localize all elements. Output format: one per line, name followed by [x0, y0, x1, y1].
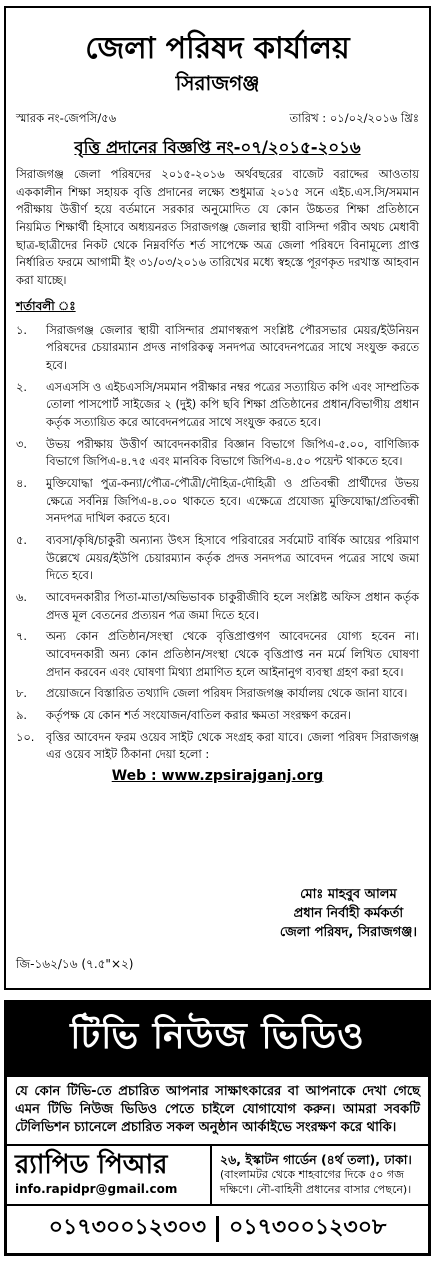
term-item [16, 589, 419, 624]
ad-title: টিভি নিউজ ভিডিও [7, 1003, 428, 1077]
company-block [7, 1146, 212, 1205]
stipend-notice [4, 6, 431, 990]
notice-date: তারিখ : ০১/০২/২০১৬ খ্রিঃ [289, 111, 419, 125]
term-item [16, 322, 419, 375]
address-line-1: ২৬, ইস্কাটন গার্ডেন (৪র্থ তলা), ঢাকা। [220, 1151, 412, 1167]
term-number: ১. [16, 322, 28, 337]
term-number: ৪. [16, 476, 28, 491]
term-number: ৩. [16, 436, 28, 451]
term-text: মুক্তিযোদ্ধা পুত্র-কন্যা/পৌত্র-পৌত্রী/দৌহিত্র-দৌহিত্রী ও প্রতিবন্ধী প্রার্থীদের উভয় ক্ষেত্রে সর্বনিম্ন জিপিএ-৪.০০ থাকতে হবে। এক্ষেত্রে প্রযোজ্য মুক্তিযোদ্ধা/প্রতিবন্ধী সনদপত্র দাখিল করতে হবে। [46, 476, 419, 526]
term-item [16, 729, 419, 764]
term-number: ১০. [16, 729, 35, 744]
term-text: কর্তৃপক্ষ যে কোন শর্ত সংযোজন/বাতিল করার ক্ষমতা সংরক্ষণ করেন। [46, 708, 351, 723]
term-text: ব্যবসা/কৃষি/চাকুরী অন্যান্য উৎস হিসাবে পরিবারের সর্বমোট বার্ষিক আয়ের পরিমাণ উল্লেখে মেয়র/ইউপি চেয়ারম্যান কর্তৃক প্রদত্ত সনদপত্র আবেদন পত্রের সাথে জমা দিতে হবে। [46, 533, 419, 583]
terms-title: শর্তাবলী ঃ [16, 298, 76, 313]
ad-reference: জি-১৬২/১৬ (৭.৫"×২) [16, 957, 134, 971]
term-number: ২. [16, 379, 28, 394]
ad-body: যে কোন টিভি-তে প্রচারিত আপনার সাক্ষাৎকারের বা আপনাকে দেখা গেছে এমন টিভি নিউজ ভিডিও পেতে চাইলে যোগাযোগ করুন। আমরা সবকটি টেলিভিশন চ্যানেলে প্রচারিত সকল অনুষ্ঠান আর্কাইভে সংরক্ষণ করে থাকি। [7, 1077, 428, 1146]
company-email[interactable]: info.rapidpr@gmail.com [15, 1181, 178, 1196]
term-item [16, 436, 419, 471]
signatory-name: মোঃ মাহবুব আলম [300, 887, 397, 902]
term-item [16, 475, 419, 528]
signature-block [280, 886, 417, 943]
signatory-title: প্রধান নির্বাহী কর্মকর্তা [293, 905, 404, 921]
phone-row [7, 1206, 428, 1253]
term-number: ৮. [16, 686, 28, 701]
term-item [16, 532, 419, 585]
term-text: প্রয়োজনে বিস্তারিত তথ্যাদি জেলা পরিষদ সিরাজগঞ্জ কার্যালয় থেকে জানা যাবে। [46, 686, 408, 701]
company-address [212, 1146, 428, 1205]
notice-body: সিরাজগঞ্জ জেলা পরিষদের ২০১৫-২০১৬ অর্থবছরের বাজেট বরাদ্দের আওতায় এককালীন শিক্ষা সহায়ক বৃত্তি প্রদানের লক্ষ্যে শুধুমাত্র ২০১৫ সনে এইচ.এস.সি/সমমান পরীক্ষায় উত্তীর্ণ হয়ে বর্তমানে সরকার অনুমোদিত যে কোন উচ্চতর শিক্ষা প্রতিষ্ঠানে নিয়মিত শিক্ষার্থী হিসাবে অধ্যয়নরত সিরাজগঞ্জ জেলার স্থায়ী বাসিন্দা গরীব অথচ মেধাবী ছাত্র-ছাত্রীদের নিকট থেকে নিম্নবর্ণিত শর্ত সাপেক্ষে অত্র জেলা পরিষদে বিনামূল্যে প্রাপ্ত নির্ধারিত ফরমে আগামী ইং ৩১/০৩/২০১৬ তারিখের মধ্যে স্বহস্তে পূরণকৃত দরখাস্ত আহবান করা যাচ্ছে। [16, 167, 419, 288]
signatory-office: জেলা পরিষদ, সিরাজগঞ্জ। [279, 924, 417, 940]
website-link[interactable]: Web : www.zpsirajganj.org [111, 768, 324, 785]
ad-contact-row [7, 1146, 428, 1207]
term-item [16, 379, 419, 432]
term-item [16, 707, 419, 725]
term-number: ৯. [16, 708, 28, 723]
office-title: জেলা পরিষদ কার্যালয় [85, 31, 350, 66]
term-text: অন্য কোন প্রতিষ্ঠান/সংস্থা থেকে বৃত্তিপ্রাপ্তগণ আবেদনের যোগ্য হবেন না। আবেদনকারী অন্য কোন প্রতিষ্ঠান/সংস্থা থেকে বৃত্তিপ্রাপ্ত নন মর্মে লিখিত ঘোষণা প্রদান করবেন এবং ঘোষণা মিথ্যা প্রমাণিত হলে আইনানুগ ব্যবস্থা গ্রহণ করা হবে। [46, 629, 419, 679]
term-number: ৭. [16, 629, 28, 644]
term-text: উভয় পরীক্ষায় উত্তীর্ণ আবেদনকারীর বিজ্ঞান বিভাগে জিপিএ-৫.০০, বাণিজ্যিক বিভাগে জিপিএ-৪.৭৫ এবং মানবিক বিভাগে জিপিএ-৪.৫০ পয়েন্ট থাকতে হবে। [46, 436, 419, 469]
term-text: বৃত্তির আবেদন ফরম ওয়েব সাইট থেকে সংগ্রহ করা যাবে। জেলা পরিষদ সিরাজগঞ্জ এর ওয়েব সাইট ঠিকানা দেয়া হলো : [46, 729, 419, 762]
term-text: আবেদনকারীর পিতা-মাতা/অভিভাবক চাকুরীজীবি হলে সংশ্লিষ্ট অফিস প্রধান কর্তৃক প্রদত্ত মূল বেতনের প্রত্যয়ন পত্র জমা দিতে হবে। [46, 590, 419, 622]
address-line-2: (বাংলামটর থেকে শাহবাগের দিকে ৫০ গজ দক্ষিণে। নৌ-বাহিনী প্রধানের বাসার পেছনে)। [220, 1168, 412, 1197]
meta-row [16, 110, 419, 129]
term-number: ৫. [16, 533, 28, 548]
term-item [16, 685, 419, 703]
memo-number: স্মারক নং-জেপসি/৫৬ [16, 111, 117, 125]
office-subtitle: সিরাজগঞ্জ [175, 71, 260, 95]
tv-news-ad [4, 1000, 431, 1256]
term-text: এসএসসি ও এইচএসসি/সমমান পরীক্ষার নম্বর পত্রের সত্যায়িত কপি এবং সাম্প্রতিক তোলা পাসপোর্ট সাইজের ২ (দুই) কপি ছবি শিক্ষা প্রতিষ্ঠানের প্রধান/বিভাগীয় প্রধান কর্তৃক সত্যায়িত করে আবেদনপত্রের সাথে সংযুক্ত করতে হবে। [46, 379, 419, 430]
phone-number-2[interactable]: ০১৭৩০০১২৩০৮ [229, 1215, 387, 1241]
terms-list [16, 322, 419, 764]
company-name: র‍্যাপিড পিআর [15, 1149, 168, 1180]
term-item [16, 628, 419, 681]
term-number: ৬. [16, 590, 28, 605]
term-text: সিরাজগঞ্জ জেলার স্থায়ী বাসিন্দার প্রমাণস্বরূপ সংশ্লিষ্ট পৌরসভার মেয়র/ইউনিয়ন পরিষদের চেয়ারম্যান প্রদত্ত নাগরিকত্ব সনদপত্র আবেদনপত্রের সাথে সংযুক্ত করতে হবে। [46, 322, 419, 373]
phone-divider [216, 1216, 219, 1242]
notice-headline: বৃত্তি প্রদানের বিজ্ঞপ্তি নং-০৭/২০১৫-২০১৬ [74, 138, 361, 157]
phone-number-1[interactable]: ০১৭৩০০১২৩০৩ [48, 1215, 207, 1241]
